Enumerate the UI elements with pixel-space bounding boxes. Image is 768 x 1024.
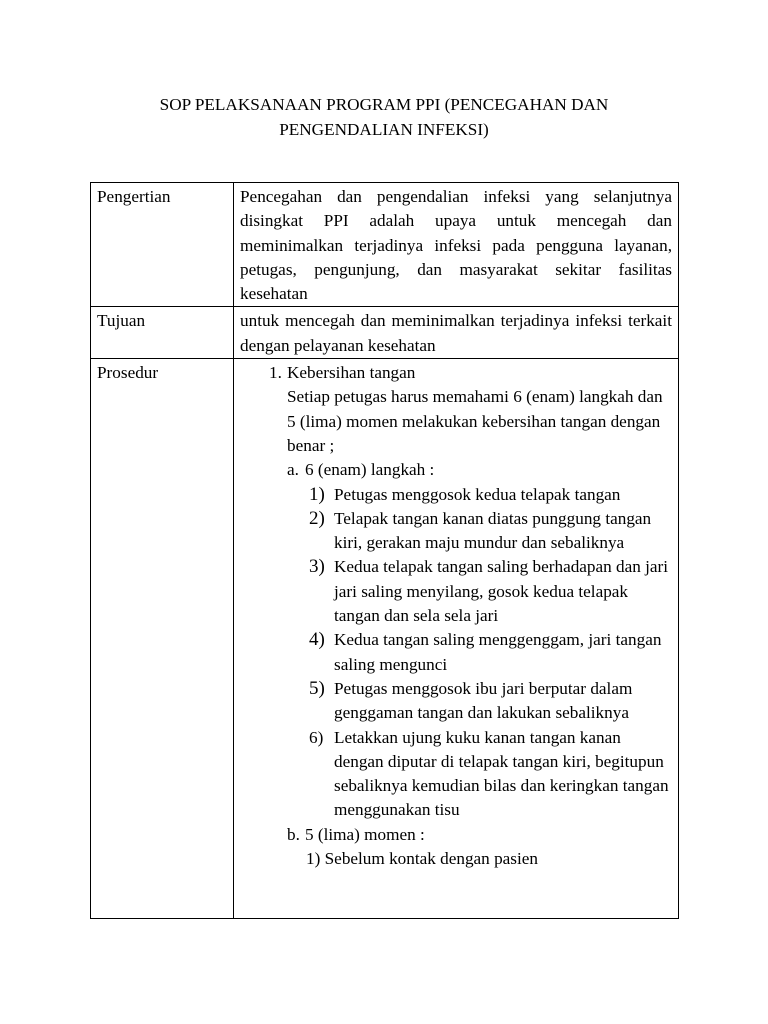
text-pengertian: Pencegahan dan pengendalian infeksi yang selanjutnya disingkat PPI adalah upaya untuk mencegah dan meminimalkan terjadinya infeksi pada pengguna layanan, petugas, pengunjung, dan masyarakat sekitar fasilitas kesehatan [234, 183, 679, 307]
title-line-1: SOP PELAKSANAAN PROGRAM PPI (PENCEGAHAN DAN [159, 95, 609, 114]
list-item-step [240, 726, 672, 823]
table-row-tujuan [91, 307, 679, 359]
list-item-text: Setiap petugas harus memahami 6 (enam) langkah dan 5 (lima) momen melakukan kebersihan tangan dengan benar ; [287, 387, 663, 455]
list-number: 1. [269, 363, 282, 383]
list-number: 1) [306, 849, 321, 869]
title-line-2: PENGENDALIAN INFEKSI) [279, 119, 489, 139]
step-text: Petugas menggosok kedua telapak tangan [334, 484, 621, 504]
list-item-step [240, 507, 672, 556]
list-item-step [240, 555, 672, 628]
label-tujuan: Tujuan [91, 307, 234, 359]
list-letter: a. [287, 460, 299, 480]
list-item-kebersihan-tangan [240, 361, 672, 458]
list-number: 6) [309, 727, 324, 747]
step-text: Letakkan ujung kuku kanan tangan kanan dengan diputar di telapak tangan kiri, begitupun sebaliknya kemudian bilas dan keringkan tangan menggunakan tisu [334, 727, 669, 820]
prosedur-content [234, 359, 679, 919]
list-item-step [240, 628, 672, 677]
list-item-moment [240, 847, 672, 871]
list-letter: b. [287, 824, 300, 844]
list-item-5-momen [240, 823, 672, 847]
label-pengertian: Pengertian [91, 183, 234, 307]
step-text: Petugas menggosok ibu jari berputar dalam genggaman tangan dan lakukan sebaliknya [334, 678, 633, 723]
list-item-title: 6 (enam) langkah : [305, 460, 435, 480]
step-text: Kedua telapak tangan saling berhadapan dan jari jari saling menyilang, gosok kedua telapak tangan dan sela sela jari [334, 557, 669, 626]
document-title [0, 93, 768, 142]
list-item-step [240, 483, 672, 507]
list-item-title: 5 (lima) momen : [305, 824, 425, 844]
list-item-title: Kebersihan tangan [287, 363, 416, 383]
text-tujuan: untuk mencegah dan meminimalkan terjadinya infeksi terkait dengan pelayanan kesehatan [234, 307, 679, 359]
step-text: Telapak tangan kanan diatas punggung tangan kiri, gerakan maju mundur dan sebaliknya [334, 508, 652, 553]
sop-table [90, 182, 679, 919]
moment-text: Sebelum kontak dengan pasien [324, 849, 538, 869]
table-row-pengertian [91, 183, 679, 307]
table-row-prosedur [91, 359, 679, 919]
list-number: 2) [309, 507, 325, 529]
list-number: 3) [309, 556, 325, 578]
step-text: Kedua tangan saling menggenggam, jari tangan saling mengunci [334, 630, 662, 674]
label-prosedur: Prosedur [91, 359, 234, 919]
list-number: 4) [309, 629, 325, 651]
list-item-6-langkah [240, 458, 672, 482]
list-item-step [240, 677, 672, 726]
list-number: 5) [309, 677, 325, 699]
list-number: 1) [309, 483, 325, 505]
